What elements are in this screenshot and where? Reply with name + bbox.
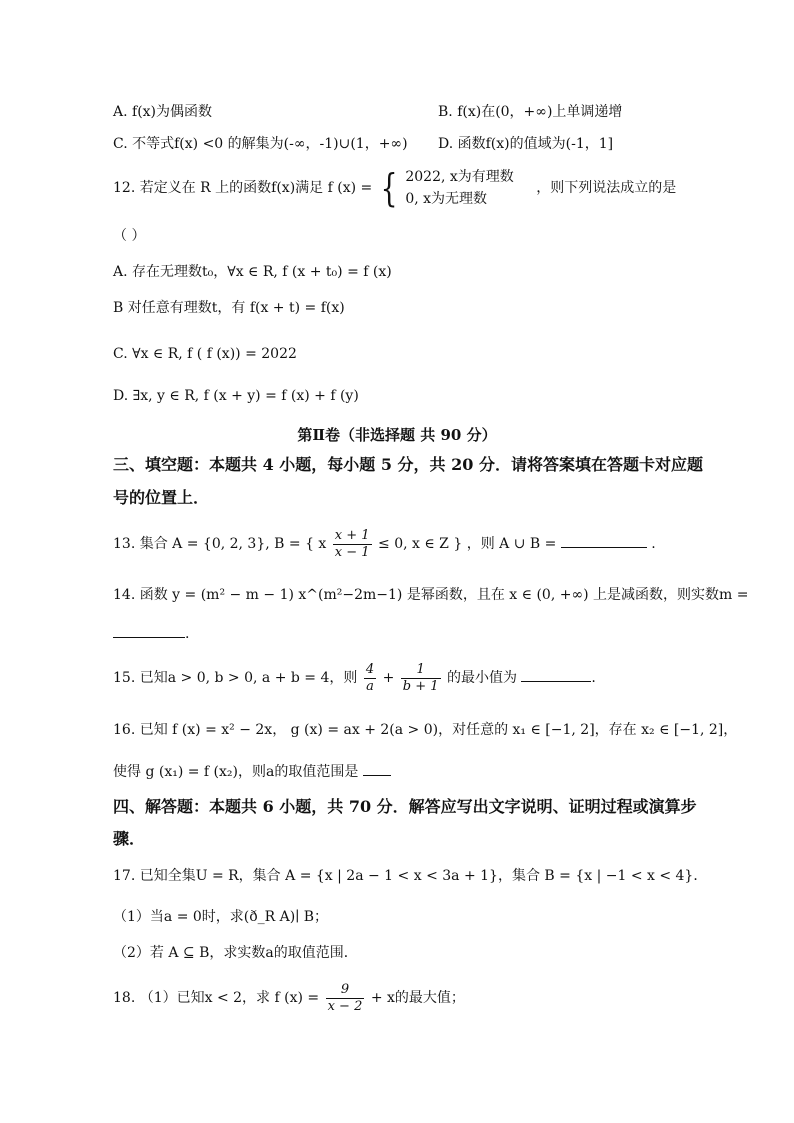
q14-answer-line bbox=[113, 624, 189, 644]
q18-fraction bbox=[326, 982, 365, 1015]
q17-stem: 17. 已知全集U = R，集合 A = {x | 2a − 1 < x < 3a + 1}，集合 B = {x | −1 < x < 4}． bbox=[113, 868, 708, 884]
q18-frac-den: x − 2 bbox=[327, 998, 363, 1014]
q16-line-2-text: 使得 g (x₁) = f (x₂)，则a的取值范围是 bbox=[113, 764, 359, 780]
q12-option-b: B 对任意有理数t，有 f(x + t) = f(x) bbox=[113, 300, 345, 316]
section3-heading-line2: 号的位置上． bbox=[113, 488, 210, 507]
q14-end: . bbox=[185, 626, 190, 642]
q16-line-1: 16. 已知 f (x) = x² − 2x， g (x) = ax + 2(a > 0)，对任意的 x₁ ∈ [−1, 2]，存在 x₂ ∈ [−1, 2]， bbox=[113, 722, 738, 738]
section3-heading-line1: 三、填空题：本题共 4 小题，每小题 5 分，共 20 分．请将答案填在答题卡对应题 bbox=[113, 455, 703, 474]
q13-answer-blank[interactable] bbox=[561, 547, 647, 548]
q14-stem: 14. 函数 y = (m² − m − 1) x^(m²−2m−1) 是幂函数，且在 x ∈ (0, +∞) 上是减函数，则实数m = bbox=[113, 587, 749, 603]
q12-case-2: 0, x为无理数 bbox=[405, 191, 488, 207]
q12-paren: （ ） bbox=[113, 228, 146, 244]
q17-part-1: （1）当a = 0时，求(ð_R A)∣ B； bbox=[113, 909, 329, 925]
q13-frac-num: x + 1 bbox=[334, 527, 370, 543]
q11-option-b: B. f(x)在(0，+∞)上单调递增 bbox=[438, 104, 623, 120]
q13-suffix: ，则 A ∪ B = bbox=[466, 536, 557, 552]
q15-stem bbox=[113, 658, 596, 698]
q15-frac2-num: 1 bbox=[401, 662, 441, 679]
q12-suffix: ，则下列说法成立的是 bbox=[536, 180, 677, 196]
q16-line-2 bbox=[113, 762, 391, 782]
section4-heading-line2: 骤． bbox=[113, 829, 146, 848]
q12-stem bbox=[113, 166, 676, 210]
q13-prefix: 13. 集合 A = {0, 2, 3}, B = bbox=[113, 536, 301, 552]
q11-option-c: C. 不等式f(x) <0 的解集为(-∞，-1)∪(1，+∞) bbox=[113, 136, 408, 152]
q17-part-2: （2）若 A ⊆ B，求实数a的取值范围． bbox=[113, 945, 358, 961]
q13-set-close: ≤ 0, x ∈ Z } bbox=[378, 536, 463, 552]
q13-frac-den: x − 1 bbox=[334, 544, 370, 560]
q12-option-a: A. 存在无理数t₀，∀x ∈ R, f (x + t₀) = f (x) bbox=[113, 264, 392, 280]
q13-end: . bbox=[651, 536, 656, 552]
q13-set-open: { x bbox=[305, 536, 327, 552]
q15-frac1-num: 4 bbox=[365, 661, 375, 677]
brace-symbol: { bbox=[380, 166, 398, 210]
q15-fraction-2 bbox=[401, 662, 441, 695]
q12-piecewise bbox=[405, 166, 513, 210]
q18-frac-num: 9 bbox=[326, 982, 365, 999]
q12-case-1: 2022, x为有理数 bbox=[405, 169, 514, 185]
q15-fraction-1 bbox=[364, 662, 376, 695]
q18-suffix: + x的最大值； bbox=[370, 990, 465, 1006]
q15-answer-blank[interactable] bbox=[521, 681, 591, 682]
q13-stem bbox=[113, 524, 656, 564]
q12-option-d: D. ∃x, y ∈ R, f (x + y) = f (x) + f (y) bbox=[113, 388, 359, 404]
q15-prefix: 15. 已知a > 0, b > 0, a + b = 4，则 bbox=[113, 670, 358, 686]
q18-prefix: 18. （1）已知x < 2，求 f (x) = bbox=[113, 990, 320, 1006]
q15-frac2-den: b + 1 bbox=[402, 678, 439, 694]
q18-stem bbox=[113, 978, 465, 1018]
q15-plus: + bbox=[382, 670, 395, 686]
q11-option-d: D. 函数f(x)的值域为(-1，1] bbox=[438, 136, 614, 152]
q12-option-c: C. ∀x ∈ R, f ( f (x)) = 2022 bbox=[113, 346, 297, 362]
part2-title: 第Ⅱ卷（非选择题 共 90 分） bbox=[297, 426, 497, 444]
q15-frac1-den: a bbox=[366, 678, 374, 694]
q11-option-a: A. f(x)为偶函数 bbox=[113, 104, 213, 120]
q15-suffix: 的最小值为 bbox=[446, 670, 517, 686]
section4-heading-line1: 四、解答题：本题共 6 小题，共 70 分．解答应写出文字说明、证明过程或演算步 bbox=[113, 797, 697, 816]
q14-answer-blank[interactable] bbox=[113, 637, 185, 638]
q13-fraction bbox=[333, 528, 372, 561]
q16-answer-blank[interactable] bbox=[363, 775, 391, 776]
q12-prefix: 12. 若定义在 R 上的函数f(x)满足 f (x) = bbox=[113, 180, 373, 196]
q15-end: . bbox=[591, 670, 596, 686]
